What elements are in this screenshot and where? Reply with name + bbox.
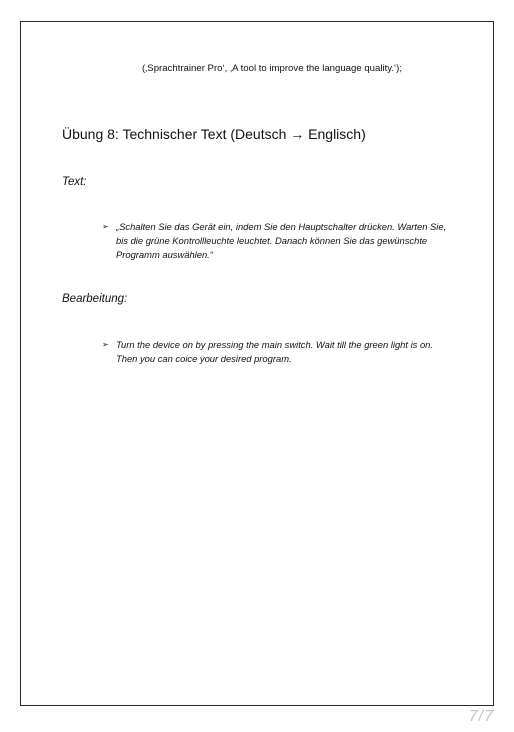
arrowhead-bullet-icon: ➢ — [102, 222, 109, 231]
source-text-bullet — [102, 220, 452, 262]
exercise-heading: Übung 8: Technischer Text (Deutsch → Englisch) — [62, 126, 366, 142]
source-text: „Schalten Sie das Gerät ein, indem Sie den Hauptschalter drücken. Warten Sie, bis die grüne Kontrollleuchte leuchtet. Danach können Sie das gewünschte Programm auswählen.“ — [116, 221, 447, 260]
translation-bullet — [102, 338, 452, 366]
edit-section-label: Bearbeitung: — [62, 293, 128, 305]
arrowhead-bullet-icon: ➢ — [102, 340, 109, 349]
text-section-label: Text: — [62, 176, 87, 188]
page-number: 7/7 — [468, 708, 494, 725]
code-snippet-line: (‚Sprachtrainer Pro‘, ‚A tool to improve the language quality.‘); — [141, 63, 403, 74]
translation-text: Turn the device on by pressing the main switch. Wait till the green light is on. Then you can coice your desired program. — [116, 339, 433, 364]
